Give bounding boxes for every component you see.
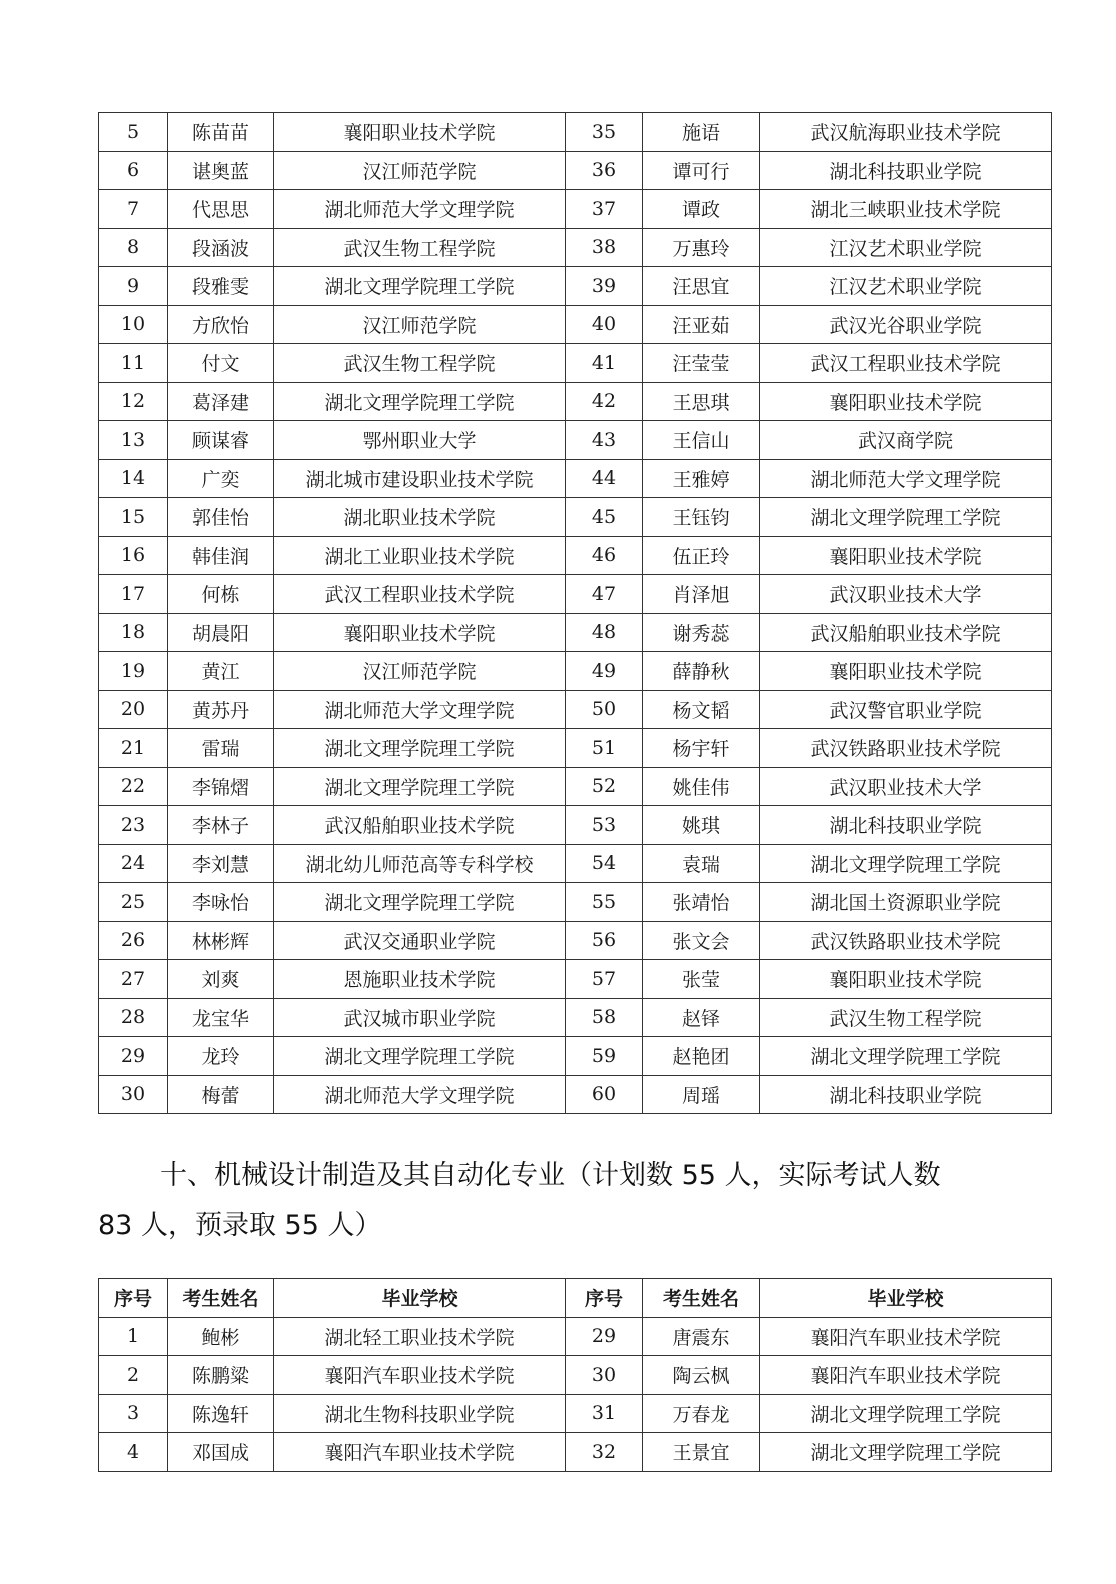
cell-index: 47 — [566, 575, 643, 614]
cell-student-name: 袁瑞 — [643, 844, 760, 883]
cell-student-name: 张靖怡 — [643, 883, 760, 922]
cell-index: 52 — [566, 767, 643, 806]
table-row — [99, 1317, 1052, 1356]
cell-student-name: 赵艳团 — [643, 1037, 760, 1076]
cell-index: 58 — [566, 998, 643, 1037]
cell-student-name: 王雅婷 — [643, 459, 760, 498]
header-school: 毕业学校 — [274, 1279, 566, 1318]
cell-student-name: 刘爽 — [168, 960, 274, 999]
cell-student-name: 黄苏丹 — [168, 690, 274, 729]
cell-index: 51 — [566, 729, 643, 768]
cell-school: 湖北职业技术学院 — [274, 498, 566, 537]
cell-index: 46 — [566, 536, 643, 575]
cell-index: 35 — [566, 113, 643, 152]
cell-school: 汉江师范学院 — [274, 151, 566, 190]
cell-school: 武汉交通职业学院 — [274, 921, 566, 960]
cell-school: 武汉铁路职业技术学院 — [760, 921, 1052, 960]
cell-index: 24 — [99, 844, 168, 883]
cell-index: 38 — [566, 228, 643, 267]
cell-student-name: 汪莹莹 — [643, 344, 760, 383]
cell-school: 湖北工业职业技术学院 — [274, 536, 566, 575]
cell-school: 恩施职业技术学院 — [274, 960, 566, 999]
table-row — [99, 844, 1052, 883]
cell-index: 1 — [99, 1317, 168, 1356]
cell-student-name: 方欣怡 — [168, 305, 274, 344]
cell-student-name: 赵铎 — [643, 998, 760, 1037]
header-school: 毕业学校 — [760, 1279, 1052, 1318]
cell-student-name: 李锦熠 — [168, 767, 274, 806]
cell-student-name: 杨宇轩 — [643, 729, 760, 768]
cell-school: 襄阳汽车职业技术学院 — [760, 1356, 1052, 1395]
table-row — [99, 1433, 1052, 1472]
cell-student-name: 梅蕾 — [168, 1075, 274, 1114]
table-row — [99, 998, 1052, 1037]
table-row — [99, 960, 1052, 999]
cell-school: 武汉工程职业技术学院 — [760, 344, 1052, 383]
cell-student-name: 周瑶 — [643, 1075, 760, 1114]
table-row — [99, 344, 1052, 383]
cell-index: 37 — [566, 190, 643, 229]
section-heading-line2: 83 人，预录取 55 人） — [98, 1210, 382, 1241]
cell-school: 湖北文理学院理工学院 — [274, 382, 566, 421]
cell-student-name: 郭佳怡 — [168, 498, 274, 537]
cell-student-name: 段涵波 — [168, 228, 274, 267]
cell-student-name: 谢秀蕊 — [643, 613, 760, 652]
cell-index: 39 — [566, 267, 643, 306]
cell-school: 武汉船舶职业技术学院 — [760, 613, 1052, 652]
cell-index: 27 — [99, 960, 168, 999]
cell-school: 汉江师范学院 — [274, 305, 566, 344]
cell-school: 江汉艺术职业学院 — [760, 267, 1052, 306]
cell-index: 22 — [99, 767, 168, 806]
cell-student-name: 陈逸轩 — [168, 1394, 274, 1433]
cell-student-name: 顾谋睿 — [168, 421, 274, 460]
cell-index: 57 — [566, 960, 643, 999]
cell-school: 武汉职业技术大学 — [760, 575, 1052, 614]
cell-student-name: 龙玲 — [168, 1037, 274, 1076]
cell-school: 江汉艺术职业学院 — [760, 228, 1052, 267]
cell-index: 60 — [566, 1075, 643, 1114]
admission-table-mechanical — [98, 1278, 1052, 1472]
cell-index: 45 — [566, 498, 643, 537]
table-row — [99, 421, 1052, 460]
cell-index: 18 — [99, 613, 168, 652]
table-header-row — [99, 1279, 1052, 1318]
cell-school: 湖北师范大学文理学院 — [274, 690, 566, 729]
cell-school: 武汉警官职业学院 — [760, 690, 1052, 729]
cell-index: 30 — [99, 1075, 168, 1114]
cell-school: 湖北幼儿师范高等专科学校 — [274, 844, 566, 883]
cell-index: 40 — [566, 305, 643, 344]
cell-school: 湖北文理学院理工学院 — [274, 1037, 566, 1076]
cell-school: 武汉生物工程学院 — [760, 998, 1052, 1037]
cell-student-name: 雷瑞 — [168, 729, 274, 768]
cell-index: 10 — [99, 305, 168, 344]
cell-index: 53 — [566, 806, 643, 845]
cell-school: 湖北文理学院理工学院 — [760, 1394, 1052, 1433]
cell-index: 3 — [99, 1394, 168, 1433]
cell-index: 49 — [566, 652, 643, 691]
section-heading-line1: 十、机械设计制造及其自动化专业（计划数 55 人，实际考试人数 — [160, 1160, 941, 1191]
cell-index: 7 — [99, 190, 168, 229]
cell-student-name: 万惠玲 — [643, 228, 760, 267]
cell-student-name: 李咏怡 — [168, 883, 274, 922]
cell-student-name: 陶云枫 — [643, 1356, 760, 1395]
cell-student-name: 张莹 — [643, 960, 760, 999]
table-row — [99, 305, 1052, 344]
cell-student-name: 姚佳伟 — [643, 767, 760, 806]
table-row — [99, 729, 1052, 768]
cell-student-name: 代思思 — [168, 190, 274, 229]
cell-student-name: 陈苗苗 — [168, 113, 274, 152]
cell-index: 23 — [99, 806, 168, 845]
cell-student-name: 李林子 — [168, 806, 274, 845]
table-row — [99, 267, 1052, 306]
cell-student-name: 汪亚茹 — [643, 305, 760, 344]
cell-student-name: 谭政 — [643, 190, 760, 229]
table-row — [99, 921, 1052, 960]
cell-index: 14 — [99, 459, 168, 498]
table-row — [99, 1075, 1052, 1114]
cell-index: 15 — [99, 498, 168, 537]
cell-index: 19 — [99, 652, 168, 691]
cell-index: 55 — [566, 883, 643, 922]
cell-school: 武汉商学院 — [760, 421, 1052, 460]
cell-school: 武汉光谷职业学院 — [760, 305, 1052, 344]
cell-student-name: 葛泽建 — [168, 382, 274, 421]
cell-student-name: 广奕 — [168, 459, 274, 498]
cell-school: 武汉生物工程学院 — [274, 228, 566, 267]
table-row — [99, 498, 1052, 537]
cell-index: 42 — [566, 382, 643, 421]
cell-school: 湖北城市建设职业技术学院 — [274, 459, 566, 498]
cell-student-name: 林彬辉 — [168, 921, 274, 960]
table-row — [99, 190, 1052, 229]
table-row — [99, 883, 1052, 922]
cell-school: 湖北科技职业学院 — [760, 1075, 1052, 1114]
cell-student-name: 杨文韬 — [643, 690, 760, 729]
cell-index: 9 — [99, 267, 168, 306]
table-body — [99, 1317, 1052, 1471]
cell-school: 湖北文理学院理工学院 — [760, 844, 1052, 883]
cell-student-name: 王钰钧 — [643, 498, 760, 537]
cell-school: 湖北文理学院理工学院 — [274, 267, 566, 306]
cell-school: 襄阳职业技术学院 — [760, 960, 1052, 999]
cell-student-name: 谌奥蓝 — [168, 151, 274, 190]
cell-school: 湖北文理学院理工学院 — [274, 729, 566, 768]
cell-school: 襄阳汽车职业技术学院 — [274, 1356, 566, 1395]
admission-table-previous — [98, 112, 1052, 1114]
cell-index: 28 — [99, 998, 168, 1037]
table-row — [99, 613, 1052, 652]
cell-school: 武汉船舶职业技术学院 — [274, 806, 566, 845]
table-row — [99, 767, 1052, 806]
cell-index: 4 — [99, 1433, 168, 1472]
cell-student-name: 龙宝华 — [168, 998, 274, 1037]
table-row — [99, 652, 1052, 691]
cell-school: 湖北文理学院理工学院 — [760, 1433, 1052, 1472]
cell-school: 武汉铁路职业技术学院 — [760, 729, 1052, 768]
cell-school: 襄阳职业技术学院 — [760, 382, 1052, 421]
cell-school: 湖北师范大学文理学院 — [274, 1075, 566, 1114]
cell-school: 湖北文理学院理工学院 — [274, 767, 566, 806]
cell-student-name: 施语 — [643, 113, 760, 152]
cell-index: 32 — [566, 1433, 643, 1472]
cell-school: 襄阳职业技术学院 — [760, 536, 1052, 575]
cell-index: 48 — [566, 613, 643, 652]
cell-student-name: 付文 — [168, 344, 274, 383]
cell-index: 54 — [566, 844, 643, 883]
cell-index: 2 — [99, 1356, 168, 1395]
cell-student-name: 张文会 — [643, 921, 760, 960]
cell-student-name: 薛静秋 — [643, 652, 760, 691]
cell-school: 襄阳汽车职业技术学院 — [274, 1433, 566, 1472]
header-index: 序号 — [99, 1279, 168, 1318]
cell-student-name: 伍正玲 — [643, 536, 760, 575]
cell-student-name: 万春龙 — [643, 1394, 760, 1433]
cell-student-name: 胡晨阳 — [168, 613, 274, 652]
cell-school: 汉江师范学院 — [274, 652, 566, 691]
cell-index: 30 — [566, 1356, 643, 1395]
cell-student-name: 何栋 — [168, 575, 274, 614]
cell-student-name: 邓国成 — [168, 1433, 274, 1472]
cell-student-name: 汪思宜 — [643, 267, 760, 306]
cell-school: 武汉城市职业学院 — [274, 998, 566, 1037]
cell-index: 56 — [566, 921, 643, 960]
cell-school: 武汉生物工程学院 — [274, 344, 566, 383]
table-row — [99, 382, 1052, 421]
cell-school: 湖北文理学院理工学院 — [274, 883, 566, 922]
cell-student-name: 韩佳润 — [168, 536, 274, 575]
cell-index: 21 — [99, 729, 168, 768]
cell-student-name: 唐震东 — [643, 1317, 760, 1356]
cell-school: 武汉航海职业技术学院 — [760, 113, 1052, 152]
cell-school: 湖北师范大学文理学院 — [274, 190, 566, 229]
cell-index: 6 — [99, 151, 168, 190]
table-row — [99, 806, 1052, 845]
cell-school: 襄阳职业技术学院 — [274, 613, 566, 652]
cell-index: 26 — [99, 921, 168, 960]
table-row — [99, 575, 1052, 614]
cell-index: 11 — [99, 344, 168, 383]
header-name: 考生姓名 — [168, 1279, 274, 1318]
cell-index: 31 — [566, 1394, 643, 1433]
cell-school: 武汉工程职业技术学院 — [274, 575, 566, 614]
cell-student-name: 王思琪 — [643, 382, 760, 421]
table-row — [99, 228, 1052, 267]
header-name: 考生姓名 — [643, 1279, 760, 1318]
cell-index: 59 — [566, 1037, 643, 1076]
table-row — [99, 536, 1052, 575]
cell-school: 武汉职业技术大学 — [760, 767, 1052, 806]
table-row — [99, 1037, 1052, 1076]
cell-student-name: 肖泽旭 — [643, 575, 760, 614]
cell-index: 29 — [566, 1317, 643, 1356]
table-row — [99, 1356, 1052, 1395]
cell-student-name: 鲍彬 — [168, 1317, 274, 1356]
cell-school: 襄阳职业技术学院 — [274, 113, 566, 152]
cell-student-name: 黄江 — [168, 652, 274, 691]
cell-index: 8 — [99, 228, 168, 267]
cell-student-name: 段雅雯 — [168, 267, 274, 306]
cell-school: 湖北三峡职业技术学院 — [760, 190, 1052, 229]
cell-index: 50 — [566, 690, 643, 729]
cell-index: 44 — [566, 459, 643, 498]
cell-school: 湖北国土资源职业学院 — [760, 883, 1052, 922]
cell-index: 25 — [99, 883, 168, 922]
cell-student-name: 姚琪 — [643, 806, 760, 845]
cell-school: 湖北生物科技职业学院 — [274, 1394, 566, 1433]
table-row — [99, 459, 1052, 498]
cell-student-name: 陈鹏粱 — [168, 1356, 274, 1395]
cell-index: 41 — [566, 344, 643, 383]
table-row — [99, 151, 1052, 190]
cell-school: 湖北科技职业学院 — [760, 806, 1052, 845]
cell-school: 湖北师范大学文理学院 — [760, 459, 1052, 498]
cell-index: 36 — [566, 151, 643, 190]
cell-school: 鄂州职业大学 — [274, 421, 566, 460]
cell-school: 湖北科技职业学院 — [760, 151, 1052, 190]
cell-index: 17 — [99, 575, 168, 614]
cell-student-name: 李刘慧 — [168, 844, 274, 883]
cell-index: 5 — [99, 113, 168, 152]
cell-student-name: 谭可行 — [643, 151, 760, 190]
cell-index: 43 — [566, 421, 643, 460]
cell-index: 13 — [99, 421, 168, 460]
cell-school: 湖北文理学院理工学院 — [760, 1037, 1052, 1076]
cell-school: 襄阳汽车职业技术学院 — [760, 1317, 1052, 1356]
table-row — [99, 113, 1052, 152]
table-row — [99, 1394, 1052, 1433]
cell-student-name: 王景宜 — [643, 1433, 760, 1472]
table-body — [99, 113, 1052, 1114]
cell-school: 襄阳职业技术学院 — [760, 652, 1052, 691]
cell-school: 湖北文理学院理工学院 — [760, 498, 1052, 537]
table-row — [99, 690, 1052, 729]
cell-index: 12 — [99, 382, 168, 421]
cell-index: 20 — [99, 690, 168, 729]
cell-index: 16 — [99, 536, 168, 575]
cell-student-name: 王信山 — [643, 421, 760, 460]
header-index: 序号 — [566, 1279, 643, 1318]
cell-school: 湖北轻工职业技术学院 — [274, 1317, 566, 1356]
cell-index: 29 — [99, 1037, 168, 1076]
